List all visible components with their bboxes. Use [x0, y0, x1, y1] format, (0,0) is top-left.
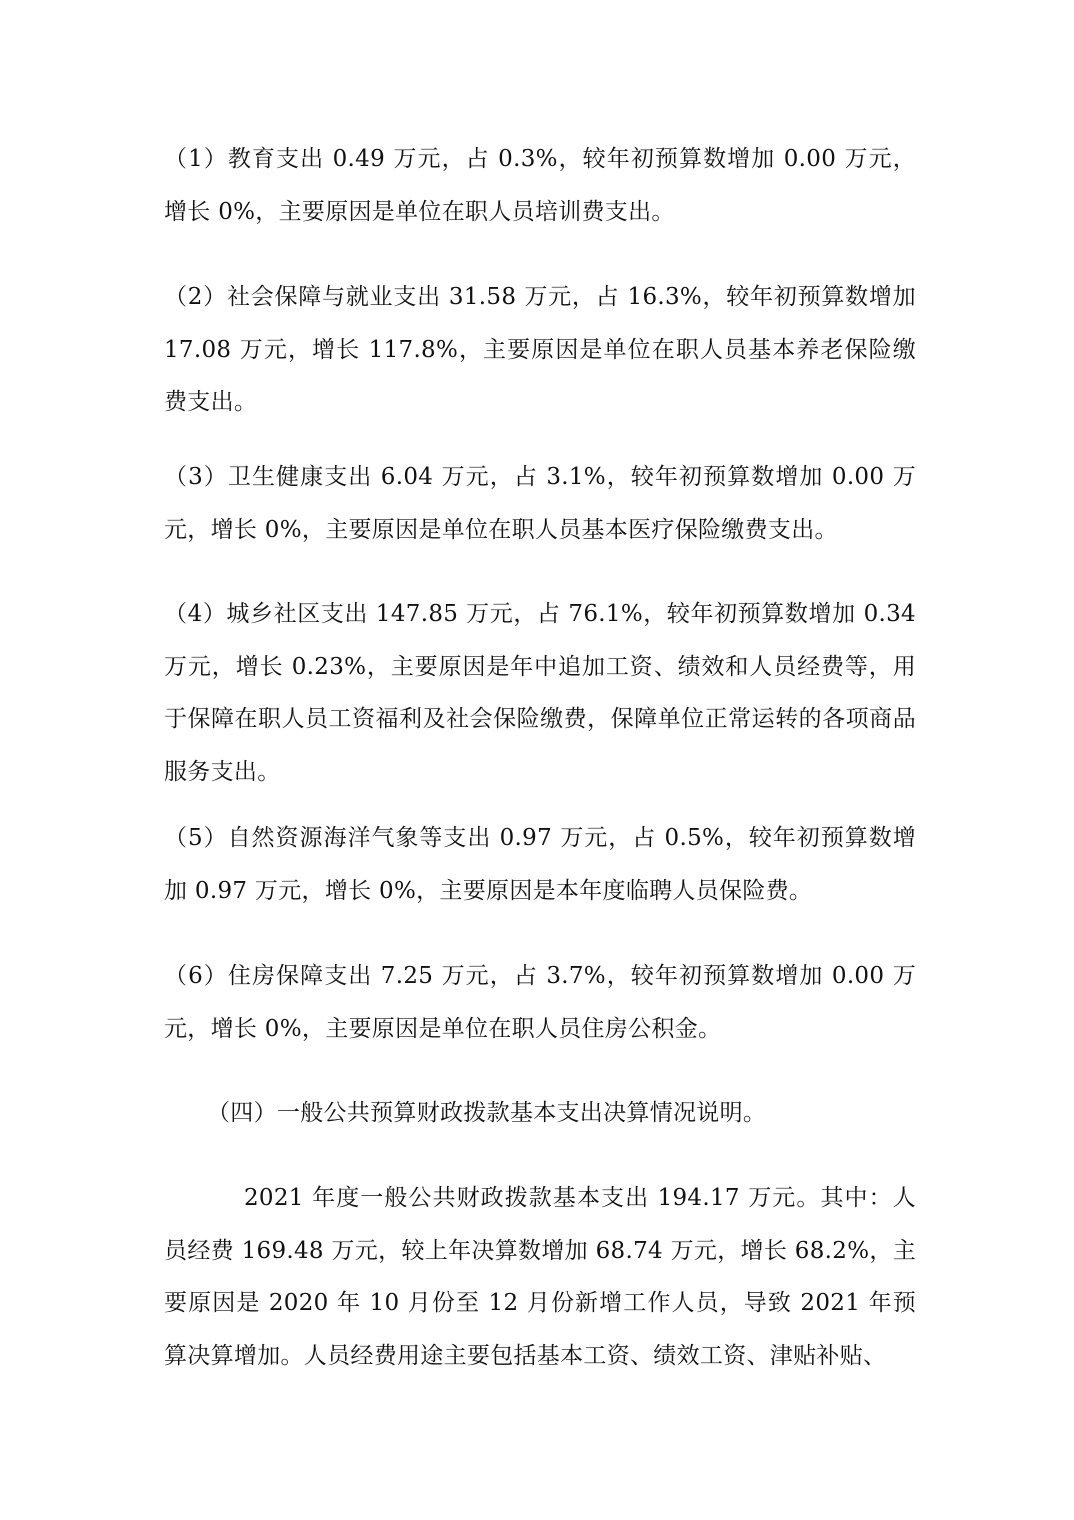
- paragraph-health-expenditure: （3）卫生健康支出 6.04 万元，占 3.1%，较年初预算数增加 0.00 万元，增长 0%，主要原因是单位在职人员基本医疗保险缴费支出。: [164, 464, 916, 543]
- paragraph-basic-expenditure: 2021 年度一般公共财政拨款基本支出 194.17 万元。其中：人员经费 169.48 万元，较上年决算数增加 68.74 万元，增长 68.2%，主要原因是 2020 年 10 月份至 12 月份新增工作人员，导致 2021 年预算决算增加。人员经费用途主要包括基本工资、绩效工资、津贴补贴、: [164, 1185, 916, 1369]
- section-heading: （四）一般公共预算财政拨款基本支出决算情况说明。: [207, 1100, 767, 1126]
- paragraph-natural-resources-expenditure: （5）自然资源海洋气象等支出 0.97 万元，占 0.5%，较年初预算数增加 0.97 万元，增长 0%，主要原因是本年度临聘人员保险费。: [164, 825, 916, 904]
- paragraph-education-expenditure: （1）教育支出 0.49 万元，占 0.3%，较年初预算数增加 0.00 万元，增长 0%，主要原因是单位在职人员培训费支出。: [164, 146, 916, 225]
- paragraph-social-security-expenditure: （2）社会保障与就业支出 31.58 万元，占 16.3%，较年初预算数增加 17.08 万元，增长 117.8%，主要原因是单位在职人员基本养老保险缴费支出。: [164, 284, 916, 415]
- paragraph-urban-rural-expenditure: （4）城乡社区支出 147.85 万元，占 76.1%，较年初预算数增加 0.34 万元，增长 0.23%，主要原因是年中追加工资、绩效和人员经费等，用于保障在职人员工资福利及社会保险缴费，保障单位正常运转的各项商品服务支出。: [164, 601, 916, 785]
- paragraph-housing-expenditure: （6）住房保障支出 7.25 万元，占 3.7%，较年初预算数增加 0.00 万元，增长 0%，主要原因是单位在职人员住房公积金。: [164, 963, 916, 1042]
